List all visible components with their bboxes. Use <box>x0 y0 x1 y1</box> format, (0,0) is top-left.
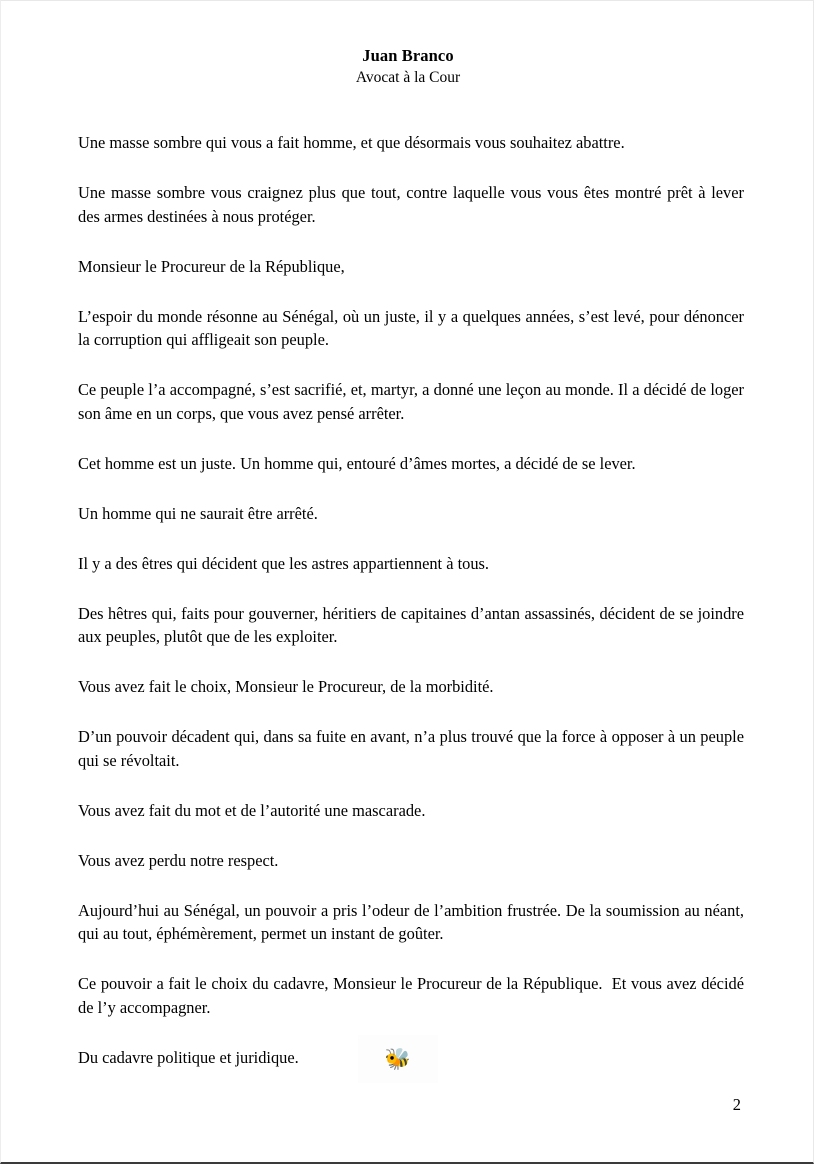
paragraph: Vous avez fait du mot et de l’autorité une mascarade. <box>78 800 426 820</box>
paragraph: D’un pouvoir décadent qui, dans sa fuite en avant, n’a plus trouvé que la force à opposer à un peuple qui se révoltait. <box>78 727 749 770</box>
page-number: 2 <box>732 1095 741 1114</box>
paragraph: Vous avez fait le choix, Monsieur le Procureur, de la morbidité. <box>78 677 494 696</box>
paragraph: Une masse sombre vous craignez plus que tout, contre laquelle vous vous êtes montré prêt à lever des armes destinées à nous protéger. <box>78 183 749 226</box>
paragraph: Vous avez perdu notre respect. <box>78 850 279 870</box>
paragraph: Ce pouvoir a fait le choix du cadavre, Monsieur le Procureur de la République. Et vous avez décidé de l’y accompagner. <box>78 974 749 1017</box>
letterhead-role: Avocat à la Cour <box>355 68 461 86</box>
paragraph: Il y a des êtres qui décident que les astres appartiennent à tous. <box>78 553 489 573</box>
paragraph: L’espoir du monde résonne au Sénégal, où un juste, il y a quelques années, s’est levé, pour dénoncer la corruption qui affligeait son peuple. <box>78 306 749 349</box>
paragraph: Du cadavre politique et juridique. <box>78 1047 299 1067</box>
letterhead <box>1 46 814 89</box>
paragraph: Aujourd’hui au Sénégal, un pouvoir a pris l’odeur de l’ambition frustrée. De la soumission au néant, qui au tout, éphémèrement, permet un instant de goûter. <box>78 900 749 943</box>
bee-icon: 🐝 <box>384 1046 412 1071</box>
paragraph: Cet homme est un juste. Un homme qui, entouré d’âmes mortes, a décidé de se lever. <box>78 453 636 473</box>
paragraph-salutation: Monsieur le Procureur de la République, <box>78 256 345 276</box>
paragraph: Un homme qui ne saurait être arrêté. <box>78 503 318 523</box>
paragraph: Des hêtres qui, faits pour gouverner, héritiers de capitaines d’antan assassinés, décident de se joindre aux peuples, plutôt que de les exploiter. <box>78 603 749 646</box>
letterhead-name: Juan Branco <box>362 46 454 65</box>
letter-body <box>78 131 749 1069</box>
paragraph: Ce peuple l’a accompagné, s’est sacrifié, et, martyr, a donné une leçon au monde. Il a décidé de loger son âme en un corps, que vous avez pensé arrêter. <box>78 380 749 423</box>
paragraph: Une masse sombre qui vous a fait homme, et que désormais vous souhaitez abattre. <box>78 133 625 152</box>
bee-ornament <box>358 1035 438 1083</box>
